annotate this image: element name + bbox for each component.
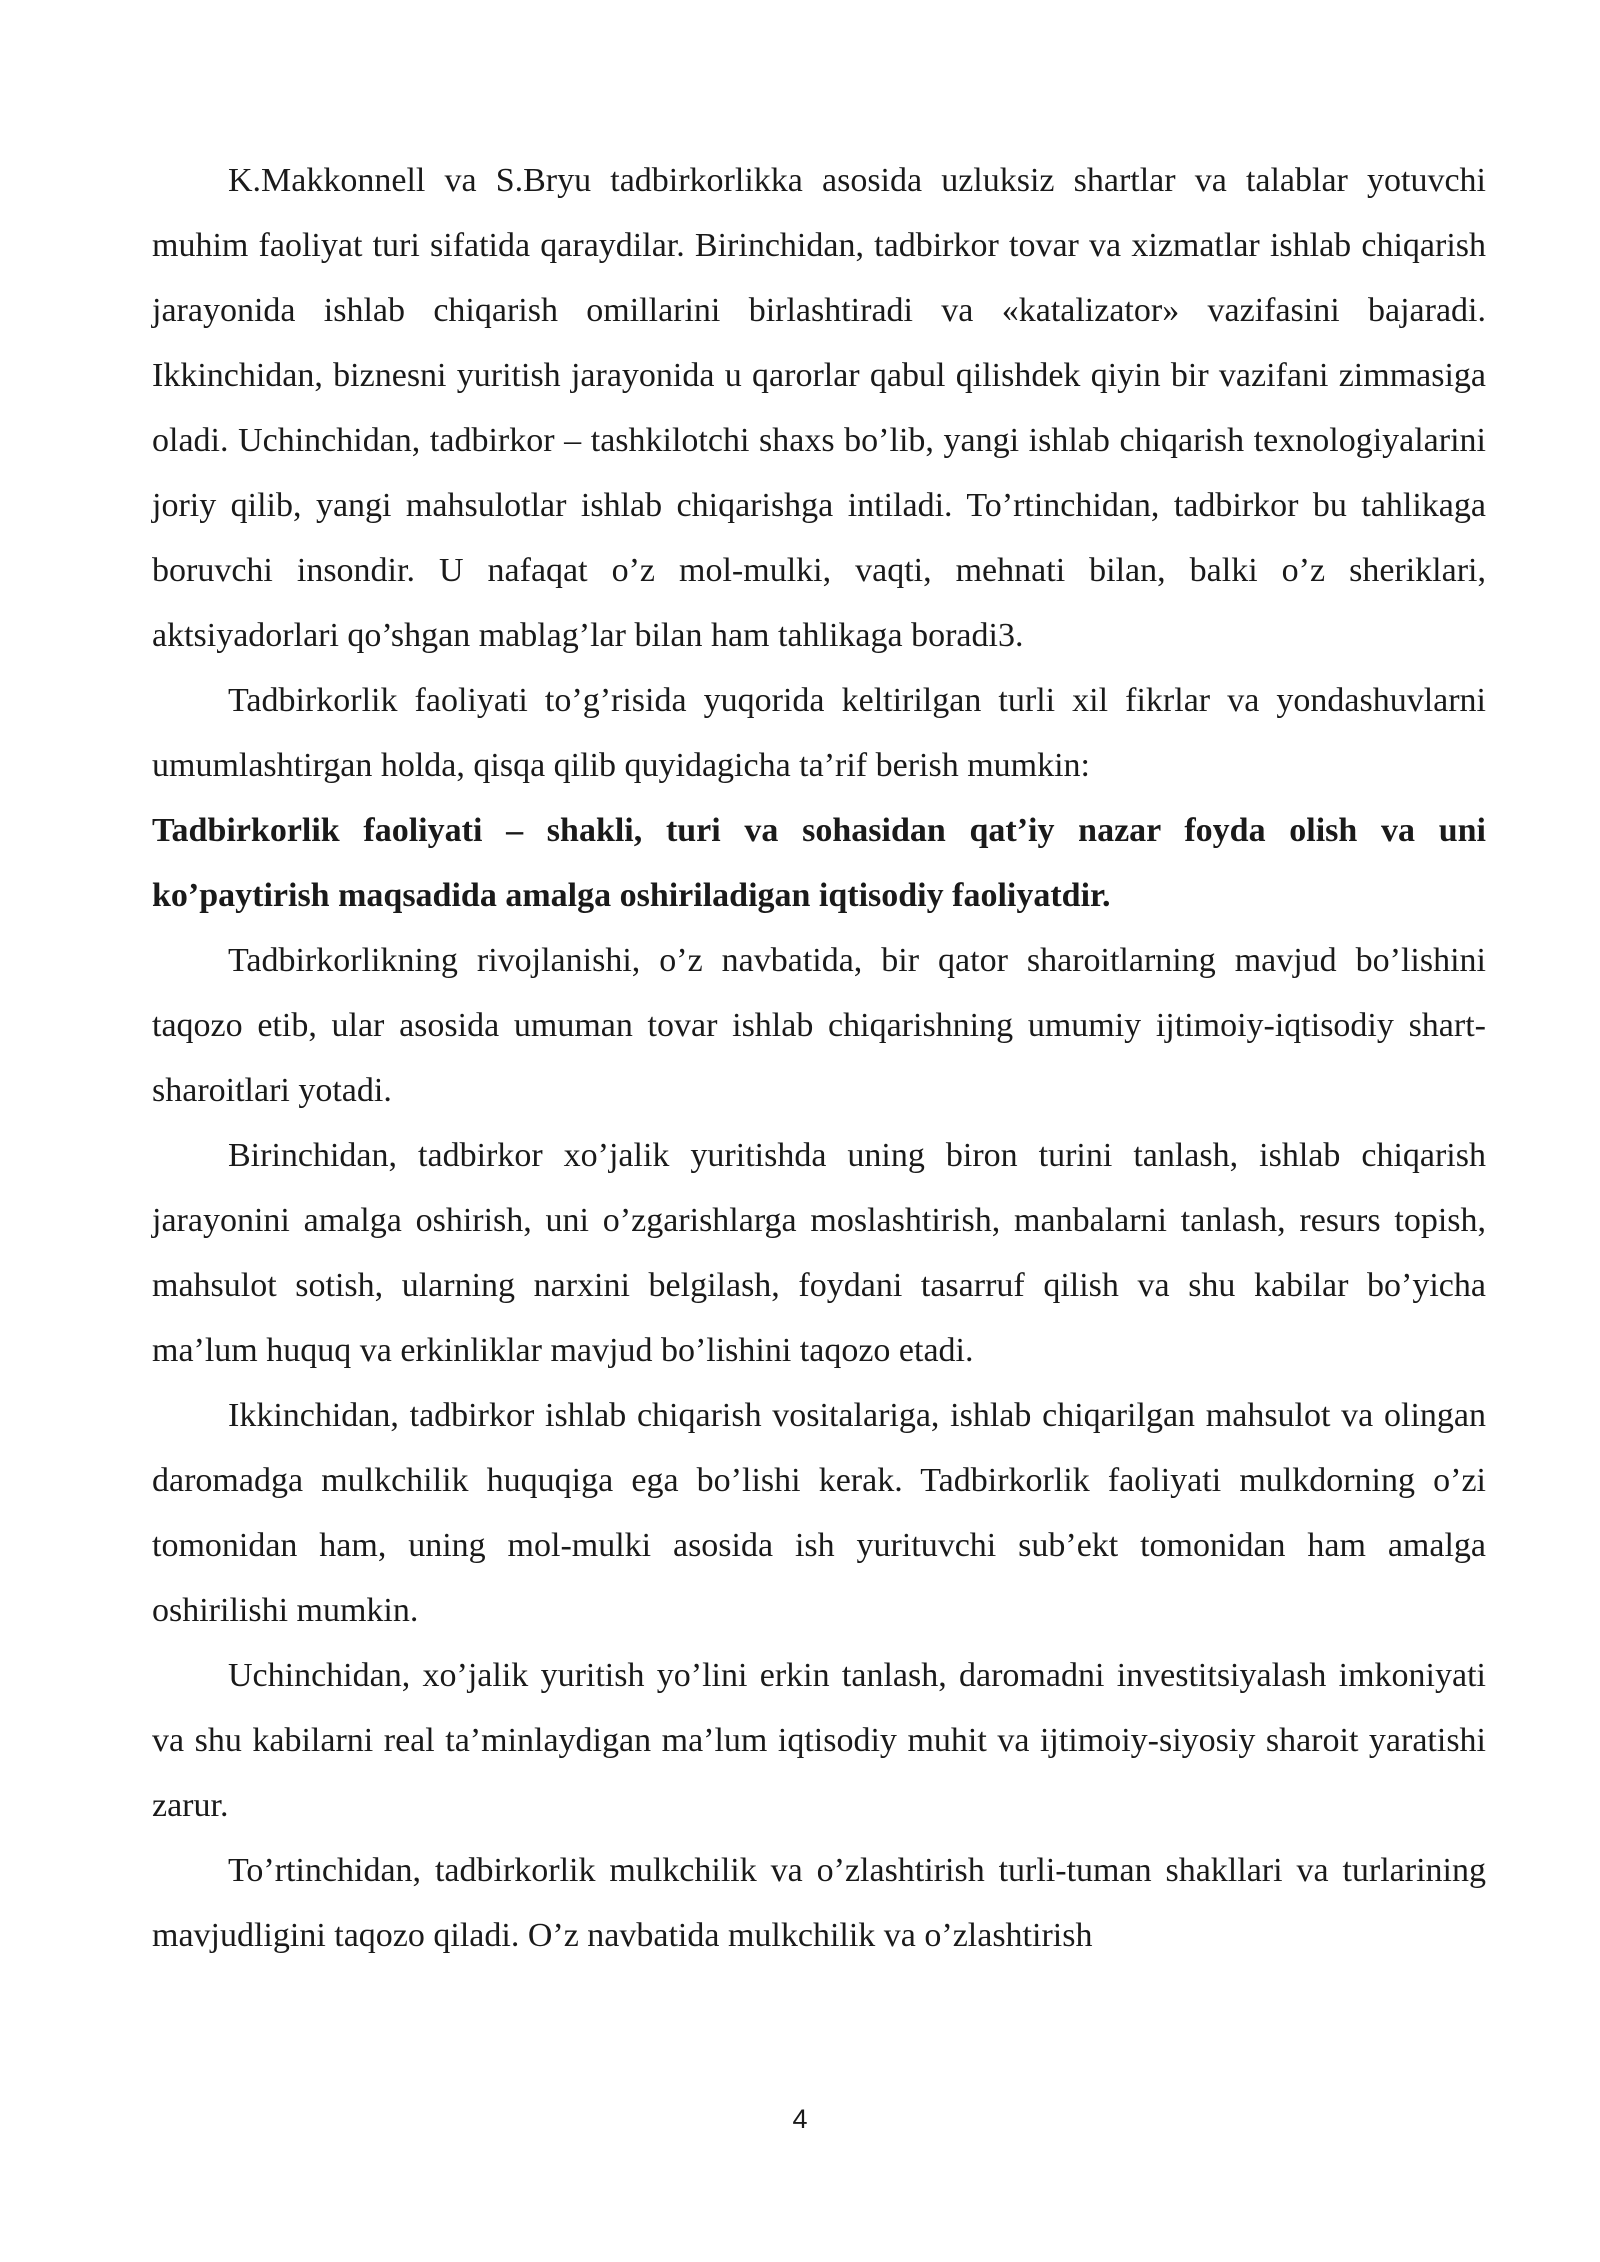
page-number: 4 (792, 2104, 808, 2134)
document-page (152, 148, 1486, 1968)
definition-paragraph: Tadbirkorlik faoliyati – shakli, turi va sohasidan qat’iy nazar foyda olish va uni ko’paytirish maqsadida amalga oshiriladigan iqtisodiy faoliyatdir. (152, 812, 1486, 914)
paragraph-development-conditions: Tadbirkorlikning rivojlanishi, o’z navbatida, bir qator sharoitlarning mavjud bo’lishini taqozo etib, ular asosida umuman tovar ishlab chiqarishning umumiy ijtimoiy-iqtisodiy shart-sharoitlari yotadi. (152, 942, 1486, 1109)
paragraph-summary-intro: Tadbirkorlik faoliyati to’g’risida yuqorida keltirilgan turli xil fikrlar va yondashuvlarni umumlashtirgan holda, qisqa qilib quyidagicha ta’rif berish mumkin: (152, 682, 1486, 784)
paragraph-makkonnell-bryu: K.Makkonnell va S.Bryu tadbirkorlikka asosida uzluksiz shartlar va talablar yotuvchi muhim faoliyat turi sifatida qaraydilar. Birinchidan, tadbirkor tovar va xizmatlar ishlab chiqarish jarayonida ishlab chiqarish omillarini birlashtiradi va «katalizator» vazifasini bajaradi. Ikkinchidan, biznesni yuritish jarayonida u qarorlar qabul qilishdek qiyin bir vazifani zimmasiga oladi. Uchinchidan, tadbirkor – tashkilotchi shaxs bo’lib, yangi ishlab chiqarish texnologiyalarini joriy qilib, yangi mahsulotlar ishlab chiqarishga intiladi. To’rtinchidan, tadbirkor bu tahlikaga boruvchi insondir. U nafaqat o’z mol-mulki, vaqti, mehnati bilan, balki o’z sheriklari, aktsiyadorlari qo’shgan mablag’lar bilan ham tahlikaga boradi3. (152, 162, 1486, 654)
paragraph-third-condition: Uchinchidan, xo’jalik yuritish yo’lini erkin tanlash, daromadni investitsiyalash imkoniyati va shu kabilarni real ta’minlaydigan ma’lum iqtisodiy muhit va ijtimoiy-siyosiy sharoit yaratishi zarur. (152, 1657, 1486, 1824)
paragraph-fourth-condition: To’rtinchidan, tadbirkorlik mulkchilik va o’zlashtirish turli-tuman shakllari va turlarining mavjudligini taqozo qiladi. O’z navbatida mulkchilik va o’zlashtirish (152, 1852, 1486, 1954)
paragraph-second-condition: Ikkinchidan, tadbirkor ishlab chiqarish vositalariga, ishlab chiqarilgan mahsulot va olingan daromadga mulkchilik huquqiga ega bo’lishi kerak. Tadbirkorlik faoliyati mulkdorning o’zi tomonidan ham, uning mol-mulki asosida ish yurituvchi sub’ekt tomonidan ham amalga oshirilishi mumkin. (152, 1397, 1486, 1629)
paragraph-first-condition: Birinchidan, tadbirkor xo’jalik yuritishda uning biron turini tanlash, ishlab chiqarish jarayonini amalga oshirish, uni o’zgarishlarga moslashtirish, manbalarni tanlash, resurs topish, mahsulot sotish, ularning narxini belgilash, foydani tasarruf qilish va shu kabilar bo’yicha ma’lum huquq va erkinliklar mavjud bo’lishini taqozo etadi. (152, 1137, 1486, 1369)
